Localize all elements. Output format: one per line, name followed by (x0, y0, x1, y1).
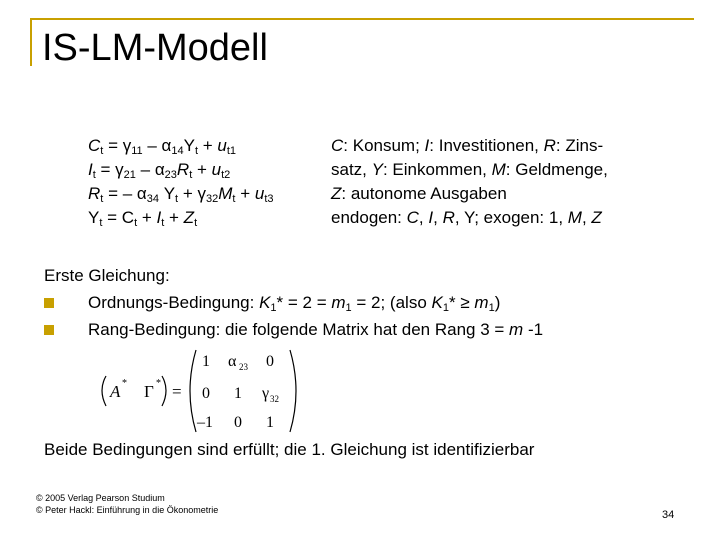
text-run: γ (122, 136, 132, 155)
text-run: α (161, 136, 172, 155)
text-run: + (178, 184, 198, 203)
text-run: u (211, 160, 222, 179)
subscript: t (100, 145, 104, 157)
subscript: 1 (345, 302, 352, 314)
matrix-equals: = (172, 382, 182, 401)
text-run: M (491, 160, 506, 179)
definition-line (331, 206, 608, 230)
matrix-lhs-a: A (110, 382, 121, 401)
matrix-cell: 0 (266, 353, 274, 370)
text-run: R (88, 184, 101, 203)
subscript: 11 (131, 145, 143, 157)
text-run: = C (102, 208, 135, 227)
text-run: α (136, 184, 147, 203)
text-run: , Y; exogen: 1, (454, 208, 568, 227)
matrix-cell: 1 (266, 414, 274, 431)
text-run: – (142, 136, 162, 155)
text-run: = – (103, 184, 137, 203)
text-run: R (176, 160, 190, 179)
equation-line (88, 182, 274, 206)
rank-matrix (94, 348, 334, 434)
text-run: Y (88, 208, 100, 227)
text-run: I (428, 208, 434, 227)
text-run: , (418, 208, 429, 227)
subscript: t (175, 193, 179, 205)
text-run: K (431, 293, 443, 312)
footer-copyright-publisher: © 2005 Verlag Pearson Studium (36, 493, 165, 503)
subscript: t (194, 217, 198, 229)
text-run: Y (183, 136, 195, 155)
text-run: + (137, 208, 157, 227)
text-run: = 2; (also (351, 293, 432, 312)
text-run: C (331, 136, 344, 155)
subscript: 1 (488, 302, 495, 314)
matrix-lhs-a-star: * (122, 378, 127, 389)
text-run: + (192, 160, 212, 179)
matrix-cell: –1 (197, 414, 213, 431)
text-run: + (198, 136, 218, 155)
text-run: : Zins- (555, 136, 604, 155)
subscript: t2 (221, 169, 231, 181)
text-run: Rang-Bedingung: die folgende Matrix hat den Rang 3 = (88, 320, 510, 339)
text-run: , (433, 208, 443, 227)
matrix-cell: 0 (234, 414, 242, 431)
text-run: * = 2 = (276, 293, 332, 312)
equation-line (88, 206, 274, 230)
subscript: t1 (226, 145, 237, 157)
subscript: t (100, 193, 104, 205)
subscript: t (194, 145, 199, 157)
text-run: = (95, 160, 116, 179)
left-paren (102, 376, 106, 406)
definition-line (331, 134, 608, 158)
conclusion-text: Beide Bedingungen sind erfüllt; die 1. Gleichung ist identifizierbar (44, 440, 535, 459)
subscript: 34 (146, 193, 159, 205)
text-run: + (164, 208, 184, 227)
matrix-lhs-gamma: Γ (144, 382, 154, 401)
text-run: Ordnungs-Bedingung: (88, 293, 260, 312)
text-run: : Investitionen, (429, 136, 544, 155)
matrix-right-paren (290, 350, 296, 432)
text-run: u (254, 184, 265, 203)
text-run: C (406, 208, 419, 227)
matrix-cell: 0 (202, 385, 210, 402)
subscript: 21 (123, 169, 136, 181)
text-run: = (103, 136, 123, 155)
bullet-square-icon (44, 325, 54, 335)
text-run: Z (183, 208, 195, 227)
footer-copyright-author: © Peter Hackl: Einführung in die Ökonometrie (36, 505, 219, 515)
text-run: R (543, 136, 556, 155)
text-run: ) (494, 293, 501, 312)
subscript: 14 (171, 145, 184, 157)
subscript: 1 (270, 302, 277, 314)
text-run: Y (371, 160, 383, 179)
text-run: M (567, 208, 582, 227)
text-run: γ (197, 184, 206, 203)
text-run: * ≥ (448, 293, 475, 312)
subscript: t (189, 169, 193, 181)
text-run: K (259, 293, 271, 312)
matrix-cell: γ (262, 385, 270, 402)
bullet-square-icon (44, 298, 54, 308)
text-run: – (135, 160, 155, 179)
text-run: R (442, 208, 455, 227)
matrix-cell-sub: 32 (270, 394, 279, 404)
text-run: u (217, 136, 227, 155)
equation-block (88, 134, 274, 230)
text-run: m (474, 293, 489, 312)
right-paren (162, 376, 166, 406)
text-run: I (424, 136, 430, 155)
text-run: -1 (523, 320, 544, 339)
title-frame-vertical (30, 18, 32, 66)
text-run: I (156, 208, 162, 227)
subscript: 32 (205, 193, 219, 205)
subscript: t3 (264, 193, 274, 205)
text-run: m (509, 320, 524, 339)
subscript: 23 (164, 169, 177, 181)
definition-block (331, 134, 608, 230)
matrix-cell: 1 (234, 385, 242, 402)
page-number: 34 (662, 509, 675, 521)
text-run: Z (591, 208, 602, 227)
text-run: I (88, 160, 93, 179)
title-frame-horizontal (30, 18, 694, 20)
footer (36, 492, 218, 516)
subscript: t (99, 217, 103, 229)
bullet-item (88, 318, 543, 342)
matrix-lhs-gamma-star: * (156, 378, 161, 389)
text-run: Z (331, 184, 342, 203)
subscript: t (161, 217, 165, 229)
text-run: satz, (331, 160, 372, 179)
text-run: C (88, 136, 101, 155)
text-run: m (331, 293, 346, 312)
text-run: endogen: (331, 208, 407, 227)
matrix-cell-sub: 23 (239, 362, 248, 372)
text-run: : Konsum; (343, 136, 425, 155)
matrix-left-paren (190, 350, 196, 432)
equation-line (88, 158, 274, 182)
section-heading: Erste Gleichung: (44, 266, 170, 285)
matrix-cell: α (228, 353, 237, 370)
definition-line (331, 182, 608, 206)
text-run: γ (115, 160, 124, 179)
text-run: , (581, 208, 592, 227)
subscript: t (232, 193, 236, 205)
text-run: M (218, 184, 233, 203)
text-run: Y (158, 184, 176, 203)
matrix-cell: 1 (202, 353, 210, 370)
text-run: : Einkommen, (382, 160, 492, 179)
bullet-item (88, 291, 500, 315)
equation-line (88, 134, 274, 158)
text-run: + (235, 184, 255, 203)
definition-line (331, 158, 608, 182)
text-run: : Geldmenge, (505, 160, 608, 179)
subscript: 1 (442, 302, 449, 314)
subscript: t (134, 217, 138, 229)
subscript: t (92, 169, 96, 181)
text-run: : autonome Ausgaben (341, 184, 507, 203)
text-run: α (154, 160, 165, 179)
slide-title: IS-LM-Modell (42, 27, 268, 69)
